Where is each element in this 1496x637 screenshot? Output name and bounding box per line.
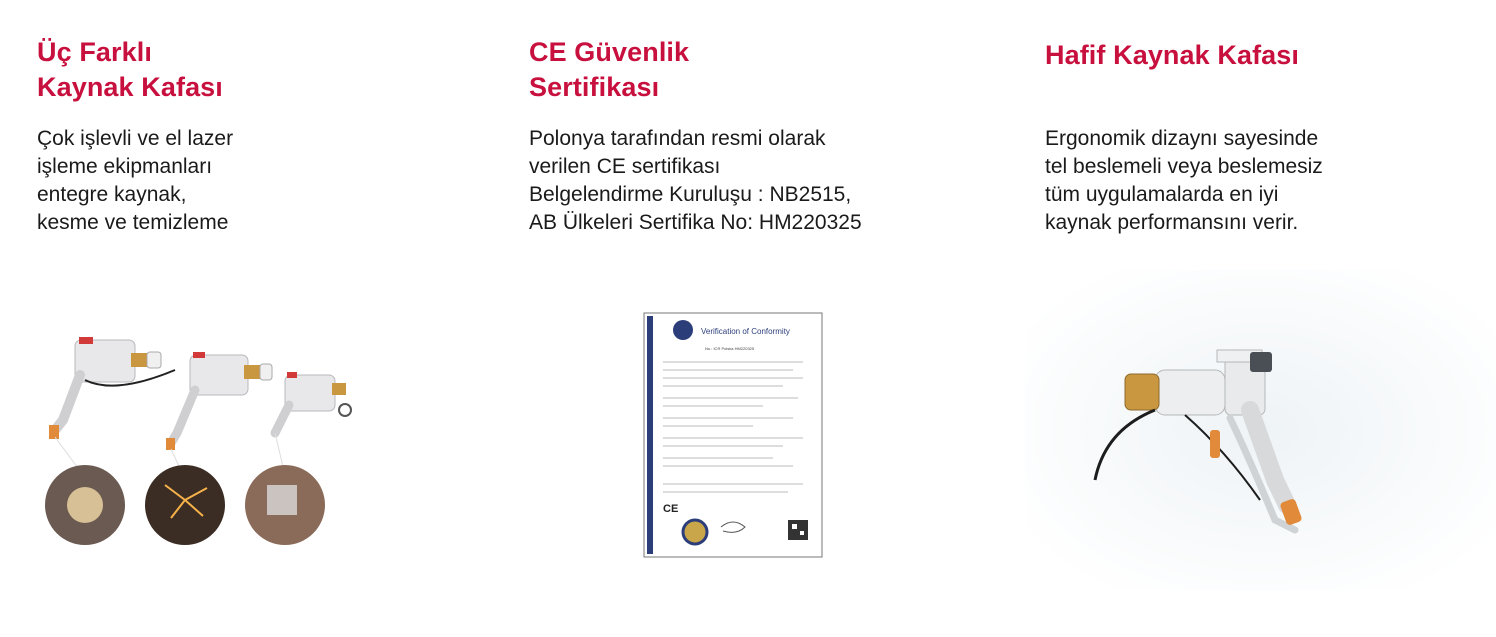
qr-code-icon [788,520,808,540]
feature-description: Çok işlevli ve el lazer işleme ekipmanları entegre kaynak, kesme ve temizleme [37,127,234,234]
ce-certificate-image [643,312,823,558]
feature-title: CE Güvenlik Sertifikası [529,37,690,102]
light-welding-head-image [1025,270,1496,590]
feature-description: Polonya tarafından resmi olarak verilen CE sertifikası Belgelendirme Kuruluşu : NB2515, AB Ülkeleri Sertifika No: HM220325 [529,127,862,234]
three-welding-heads-image [35,325,365,555]
welding-head-3 [275,372,351,433]
welding-head-2 [166,352,272,450]
cert-number: No.: ICR Polska HM220325 [705,346,755,351]
ce-mark: CE [663,503,679,515]
cert-stamp-icon [683,520,707,544]
feature-title: Üç Farklı Kaynak Kafası [37,37,223,102]
cutting-process-circle [145,465,225,545]
feature-description: Ergonomik dizaynı sayesinde tel beslemeli veya beslemesiz tüm uygulamalarda en iyi kaynak performansını verir. [1045,127,1323,234]
cert-seal-icon [673,320,693,340]
welding-head-1 [49,337,175,439]
feature-title: Hafif Kaynak Kafası [1045,40,1299,70]
cert-heading: Verification of Conformity [701,327,790,336]
